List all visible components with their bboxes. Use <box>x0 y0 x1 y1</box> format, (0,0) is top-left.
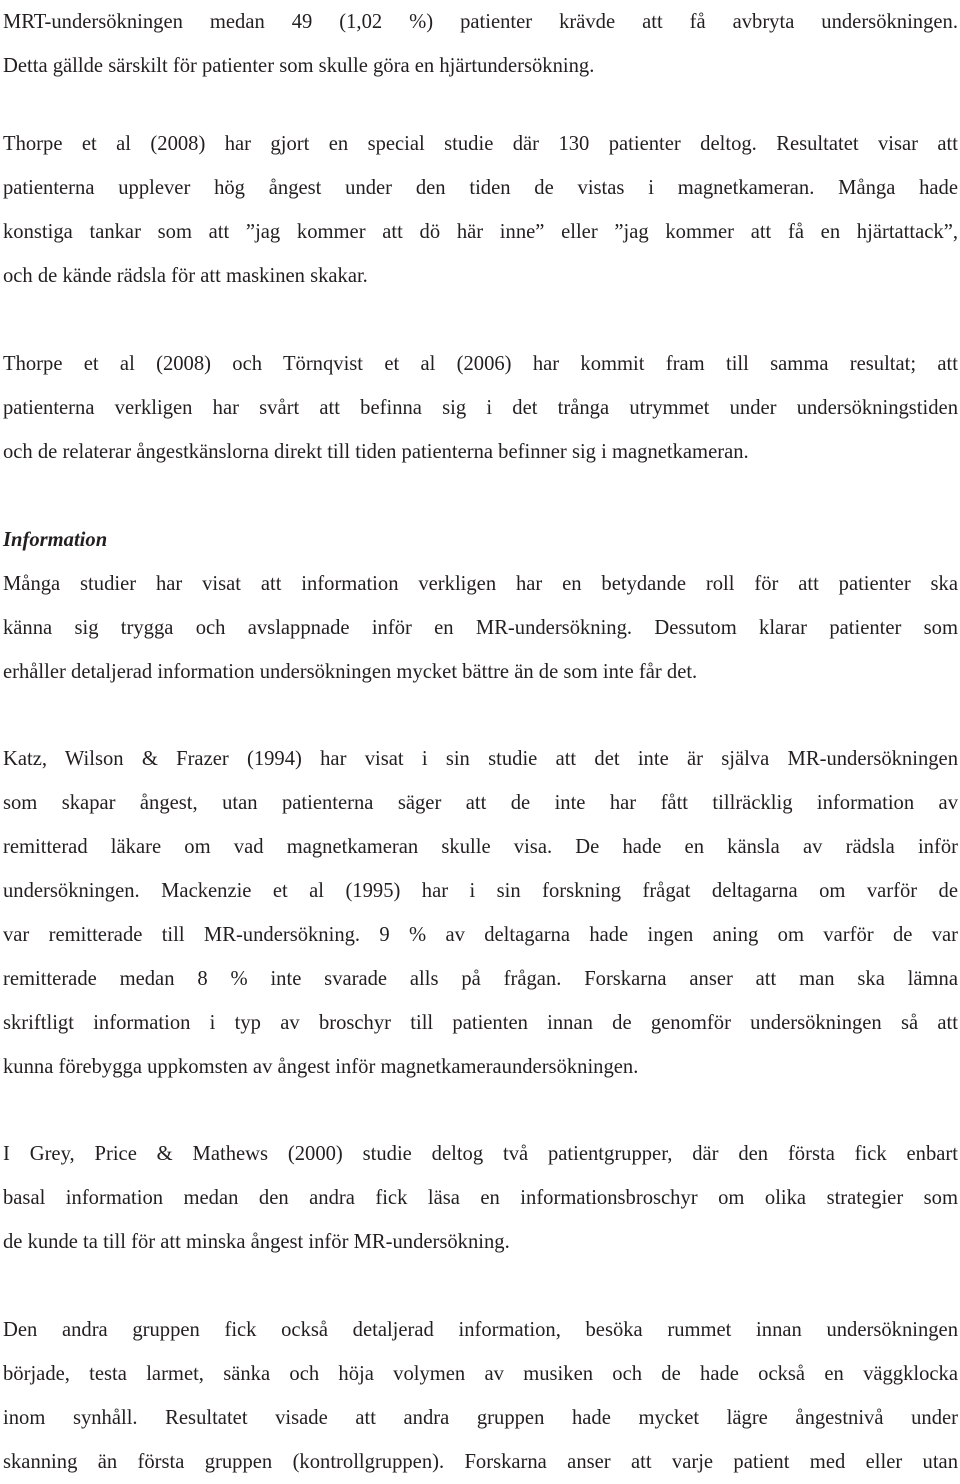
paragraph-3 <box>3 342 958 474</box>
text-line: Katz, Wilson & Frazer (1994) har visat i sin studie att det inte är själva MR-undersökningen <box>3 748 958 770</box>
section-information <box>3 518 958 694</box>
paragraph-2 <box>3 122 958 298</box>
paragraph-7 <box>3 1308 958 1484</box>
paragraph-5 <box>3 737 958 1089</box>
text-line: känna sig trygga och avslappnade inför en MR-undersökning. Dessutom klarar patienter som <box>3 617 958 639</box>
text-line: Den andra gruppen fick också detaljerad information, besöka rummet innan undersökningen <box>3 1319 958 1341</box>
text-line: och de kände rädsla för att maskinen skakar. <box>3 265 368 287</box>
text-line: Detta gällde särskilt för patienter som skulle göra en hjärtundersökning. <box>3 55 595 77</box>
text-line: erhåller detaljerad information undersökningen mycket bättre än de som inte får det. <box>3 661 698 683</box>
text-line: patienterna verkligen har svårt att befinna sig i det trånga utrymmet under undersökningstiden <box>3 397 958 419</box>
section-heading: Information <box>3 529 108 551</box>
text-line: de kunde ta till för att minska ångest inför MR-undersökning. <box>3 1231 510 1253</box>
text-line: patienterna upplever hög ångest under den tiden de vistas i magnetkameran. Många hade <box>3 177 958 199</box>
text-line: remitterade medan 8 % inte svarade alls på frågan. Forskarna anser att man ska lämna <box>3 968 958 990</box>
paragraph-6 <box>3 1132 958 1264</box>
paragraph-1 <box>3 0 958 88</box>
text-line: undersökningen. Mackenzie et al (1995) har i sin forskning frågat deltagarna om varför de <box>3 880 958 902</box>
text-line: kunna förebygga uppkomsten av ångest inför magnetkameraundersökningen. <box>3 1056 639 1078</box>
text-line: konstiga tankar som att ”jag kommer att dö här inne” eller ”jag kommer att få en hjärtattack”, <box>3 221 958 243</box>
text-line: som skapar ångest, utan patienterna säger att de inte har fått tillräcklig information av <box>3 792 958 814</box>
text-line: MRT-undersökningen medan 49 (1,02 %) patienter krävde att få avbryta undersökningen. <box>3 11 958 33</box>
text-line: Många studier har visat att information verkligen har en betydande roll för att patienter ska <box>3 573 958 595</box>
text-line: skanning än första gruppen (kontrollgruppen). Forskarna anser att varje patient med eller utan <box>3 1451 958 1473</box>
text-line: I Grey, Price & Mathews (2000) studie deltog två patientgrupper, där den första fick enbart <box>3 1143 958 1165</box>
text-line: skriftligt information i typ av broschyr till patienten innan de genomför undersökningen så att <box>3 1012 958 1034</box>
text-line: remitterad läkare om vad magnetkameran skulle visa. De hade en känsla av rädsla inför <box>3 836 958 858</box>
text-line: inom synhåll. Resultatet visade att andra gruppen hade mycket lägre ångestnivå under <box>3 1407 958 1429</box>
text-line: och de relaterar ångestkänslorna direkt till tiden patienterna befinner sig i magnetkameran. <box>3 441 749 463</box>
text-line: basal information medan den andra fick läsa en informationsbroschyr om olika strategier som <box>3 1187 958 1209</box>
text-line: började, testa larmet, sänka och höja volymen av musiken och de hade också en väggklocka <box>3 1363 958 1385</box>
text-line: Thorpe et al (2008) och Törnqvist et al (2006) har kommit fram till samma resultat; att <box>3 353 958 375</box>
text-line: Thorpe et al (2008) har gjort en special studie där 130 patienter deltog. Resultatet visar att <box>3 133 958 155</box>
text-line: var remitterade till MR-undersökning. 9 % av deltagarna hade ingen aning om varför de var <box>3 924 958 946</box>
